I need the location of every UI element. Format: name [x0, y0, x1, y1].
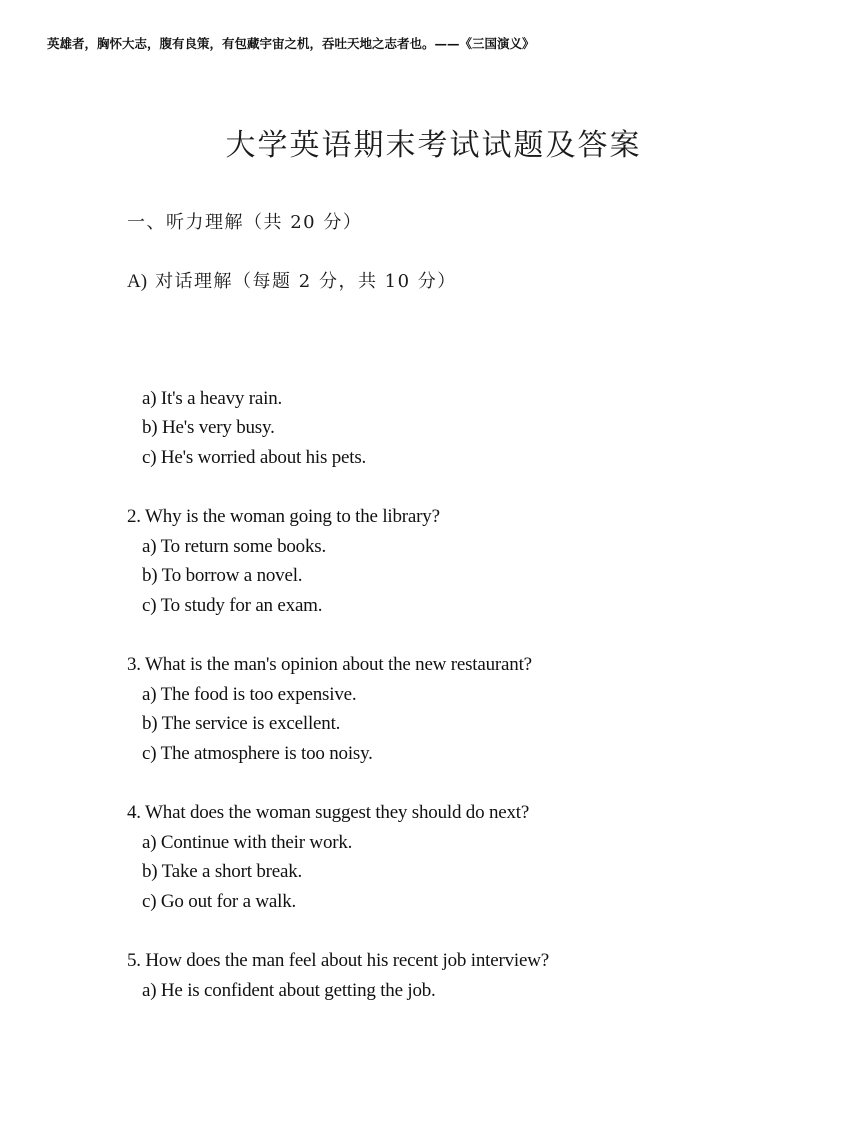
header-quote: 英雄者，胸怀大志，腹有良策，有包藏宇宙之机，吞吐天地之志者也。——《三国演义》: [47, 36, 535, 51]
question-2-option-a: a) To return some books.: [142, 536, 327, 557]
question-4-option-a: a) Continue with their work.: [142, 832, 353, 853]
question-5-option-a: a) He is confident about getting the job.: [142, 980, 436, 1001]
question-4-text: 4. What does the woman suggest they should do next?: [127, 802, 530, 823]
question-4-option-b: b) Take a short break.: [142, 861, 303, 882]
question-1-option-a: a) It's a heavy rain.: [142, 388, 283, 409]
question-3-option-c: c) The atmosphere is too noisy.: [142, 743, 373, 764]
part-a-title: 对话理解（每题 2 分，共 10 分）: [155, 271, 457, 292]
question-1-option-b: b) He's very busy.: [142, 417, 275, 438]
question-2-option-b: b) To borrow a novel.: [142, 565, 303, 586]
document-title: 大学英语期末考试试题及答案: [225, 128, 642, 163]
question-2-option-c: c) To study for an exam.: [142, 595, 323, 616]
part-a-label: A): [127, 271, 148, 292]
question-2-text: 2. Why is the woman going to the library?: [127, 506, 440, 527]
question-3-text: 3. What is the man's opinion about the new restaurant?: [127, 654, 532, 675]
section-heading-listening: 一、听力理解（共 20 分）: [127, 212, 363, 233]
question-3-option-a: a) The food is too expensive.: [142, 684, 357, 705]
question-4-option-c: c) Go out for a walk.: [142, 891, 297, 912]
part-a-heading: [127, 267, 457, 293]
question-1-option-c: c) He's worried about his pets.: [142, 447, 367, 468]
question-5-text: 5. How does the man feel about his recent job interview?: [127, 950, 549, 971]
question-3-option-b: b) The service is excellent.: [142, 713, 341, 734]
